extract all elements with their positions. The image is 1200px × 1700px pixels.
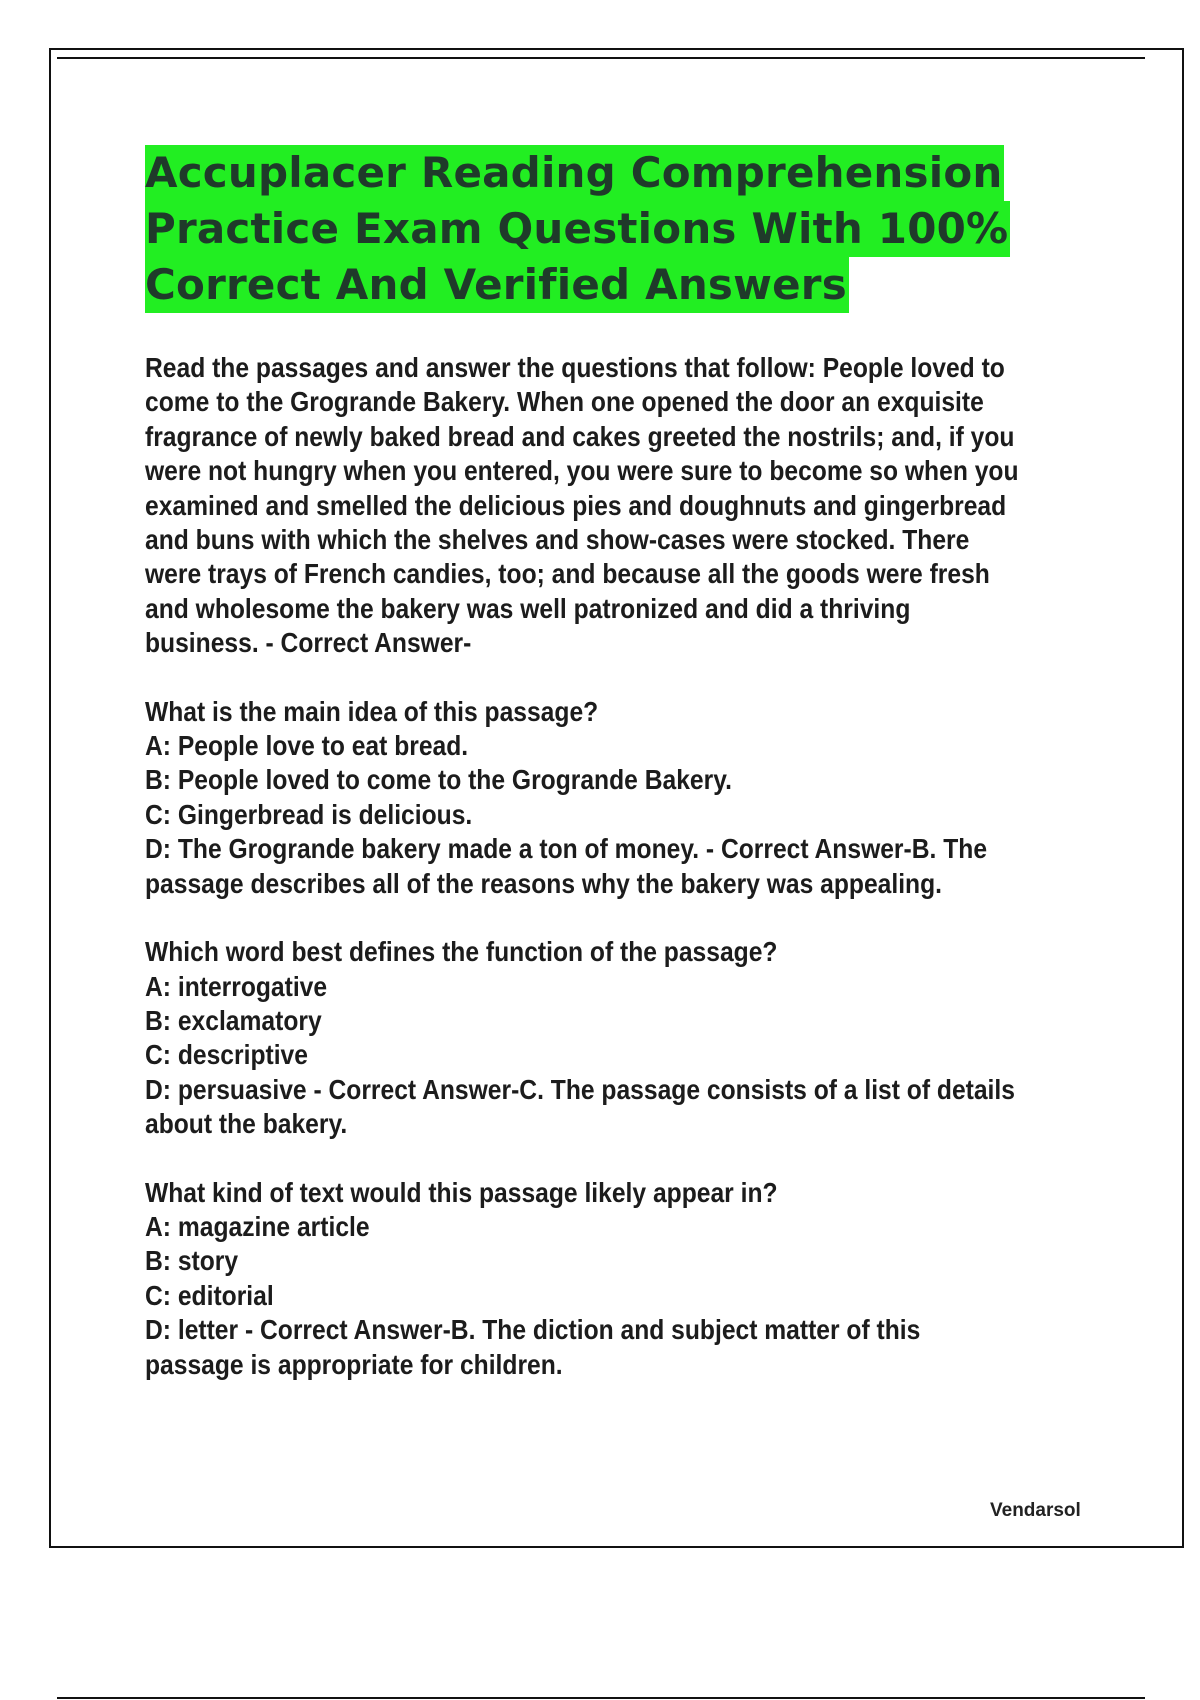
question-block — [145, 1176, 1122, 1382]
passage-line: and buns with which the shelves and show-cases were stocked. There — [145, 524, 970, 556]
bottom-rule — [57, 1697, 1145, 1699]
passage-line: were trays of French candies, too; and because all the goods were fresh — [145, 558, 990, 590]
answer-option: A: People love to eat bread. — [145, 730, 469, 762]
answer-option: C: editorial — [145, 1279, 274, 1311]
answer-option: B: exclamatory — [145, 1004, 322, 1036]
answer-option: D: persuasive - Correct Answer-C. The passage consists of a list of details — [145, 1073, 1015, 1105]
answer-option: A: magazine article — [145, 1210, 370, 1242]
question-text: Which word best defines the function of the passage? — [145, 936, 778, 968]
passage-line: Read the passages and answer the questions that follow: People loved to — [145, 352, 1005, 383]
passage-line: examined and smelled the delicious pies and doughnuts and gingerbread — [145, 489, 1007, 521]
title-line: Accuplacer Reading Comprehension — [145, 145, 1004, 201]
passage-paragraph — [145, 351, 1122, 661]
answer-explanation: about the bakery. — [145, 1108, 348, 1140]
top-rule — [57, 57, 1145, 59]
answer-explanation: passage describes all of the reasons why the bakery was appealing. — [145, 867, 943, 899]
question-text: What kind of text would this passage likely appear in? — [145, 1176, 778, 1208]
title-line: Practice Exam Questions With 100% — [145, 201, 1010, 257]
answer-option: C: Gingerbread is delicious. — [145, 798, 473, 830]
document-body — [145, 351, 1122, 1382]
document-title — [145, 145, 1085, 313]
answer-option: B: story — [145, 1245, 239, 1277]
answer-explanation: passage is appropriate for children. — [145, 1348, 563, 1380]
passage-line: come to the Grogrande Bakery. When one opened the door an exquisite — [145, 386, 984, 418]
document-content — [145, 145, 1085, 1416]
answer-option: C: descriptive — [145, 1039, 308, 1071]
passage-line: and wholesome the bakery was well patronized and did a thriving — [145, 592, 911, 624]
answer-option: D: letter - Correct Answer-B. The diction and subject matter of this — [145, 1314, 921, 1346]
passage-line: business. - Correct Answer- — [145, 627, 472, 659]
answer-option: A: interrogative — [145, 970, 328, 1002]
question-block — [145, 695, 1122, 901]
answer-option: D: The Grogrande bakery made a ton of money. - Correct Answer-B. The — [145, 833, 988, 865]
answer-option: B: People loved to come to the Grogrande Bakery. — [145, 764, 732, 796]
passage-line: fragrance of newly baked bread and cakes greeted the nostrils; and, if you — [145, 420, 1015, 452]
title-line: Correct And Verified Answers — [145, 257, 849, 313]
question-block — [145, 935, 1122, 1141]
footer-brand: Vendarsol — [990, 1500, 1081, 1521]
passage-line: were not hungry when you entered, you were sure to become so when you — [145, 455, 1019, 487]
question-text: What is the main idea of this passage? — [145, 695, 599, 727]
